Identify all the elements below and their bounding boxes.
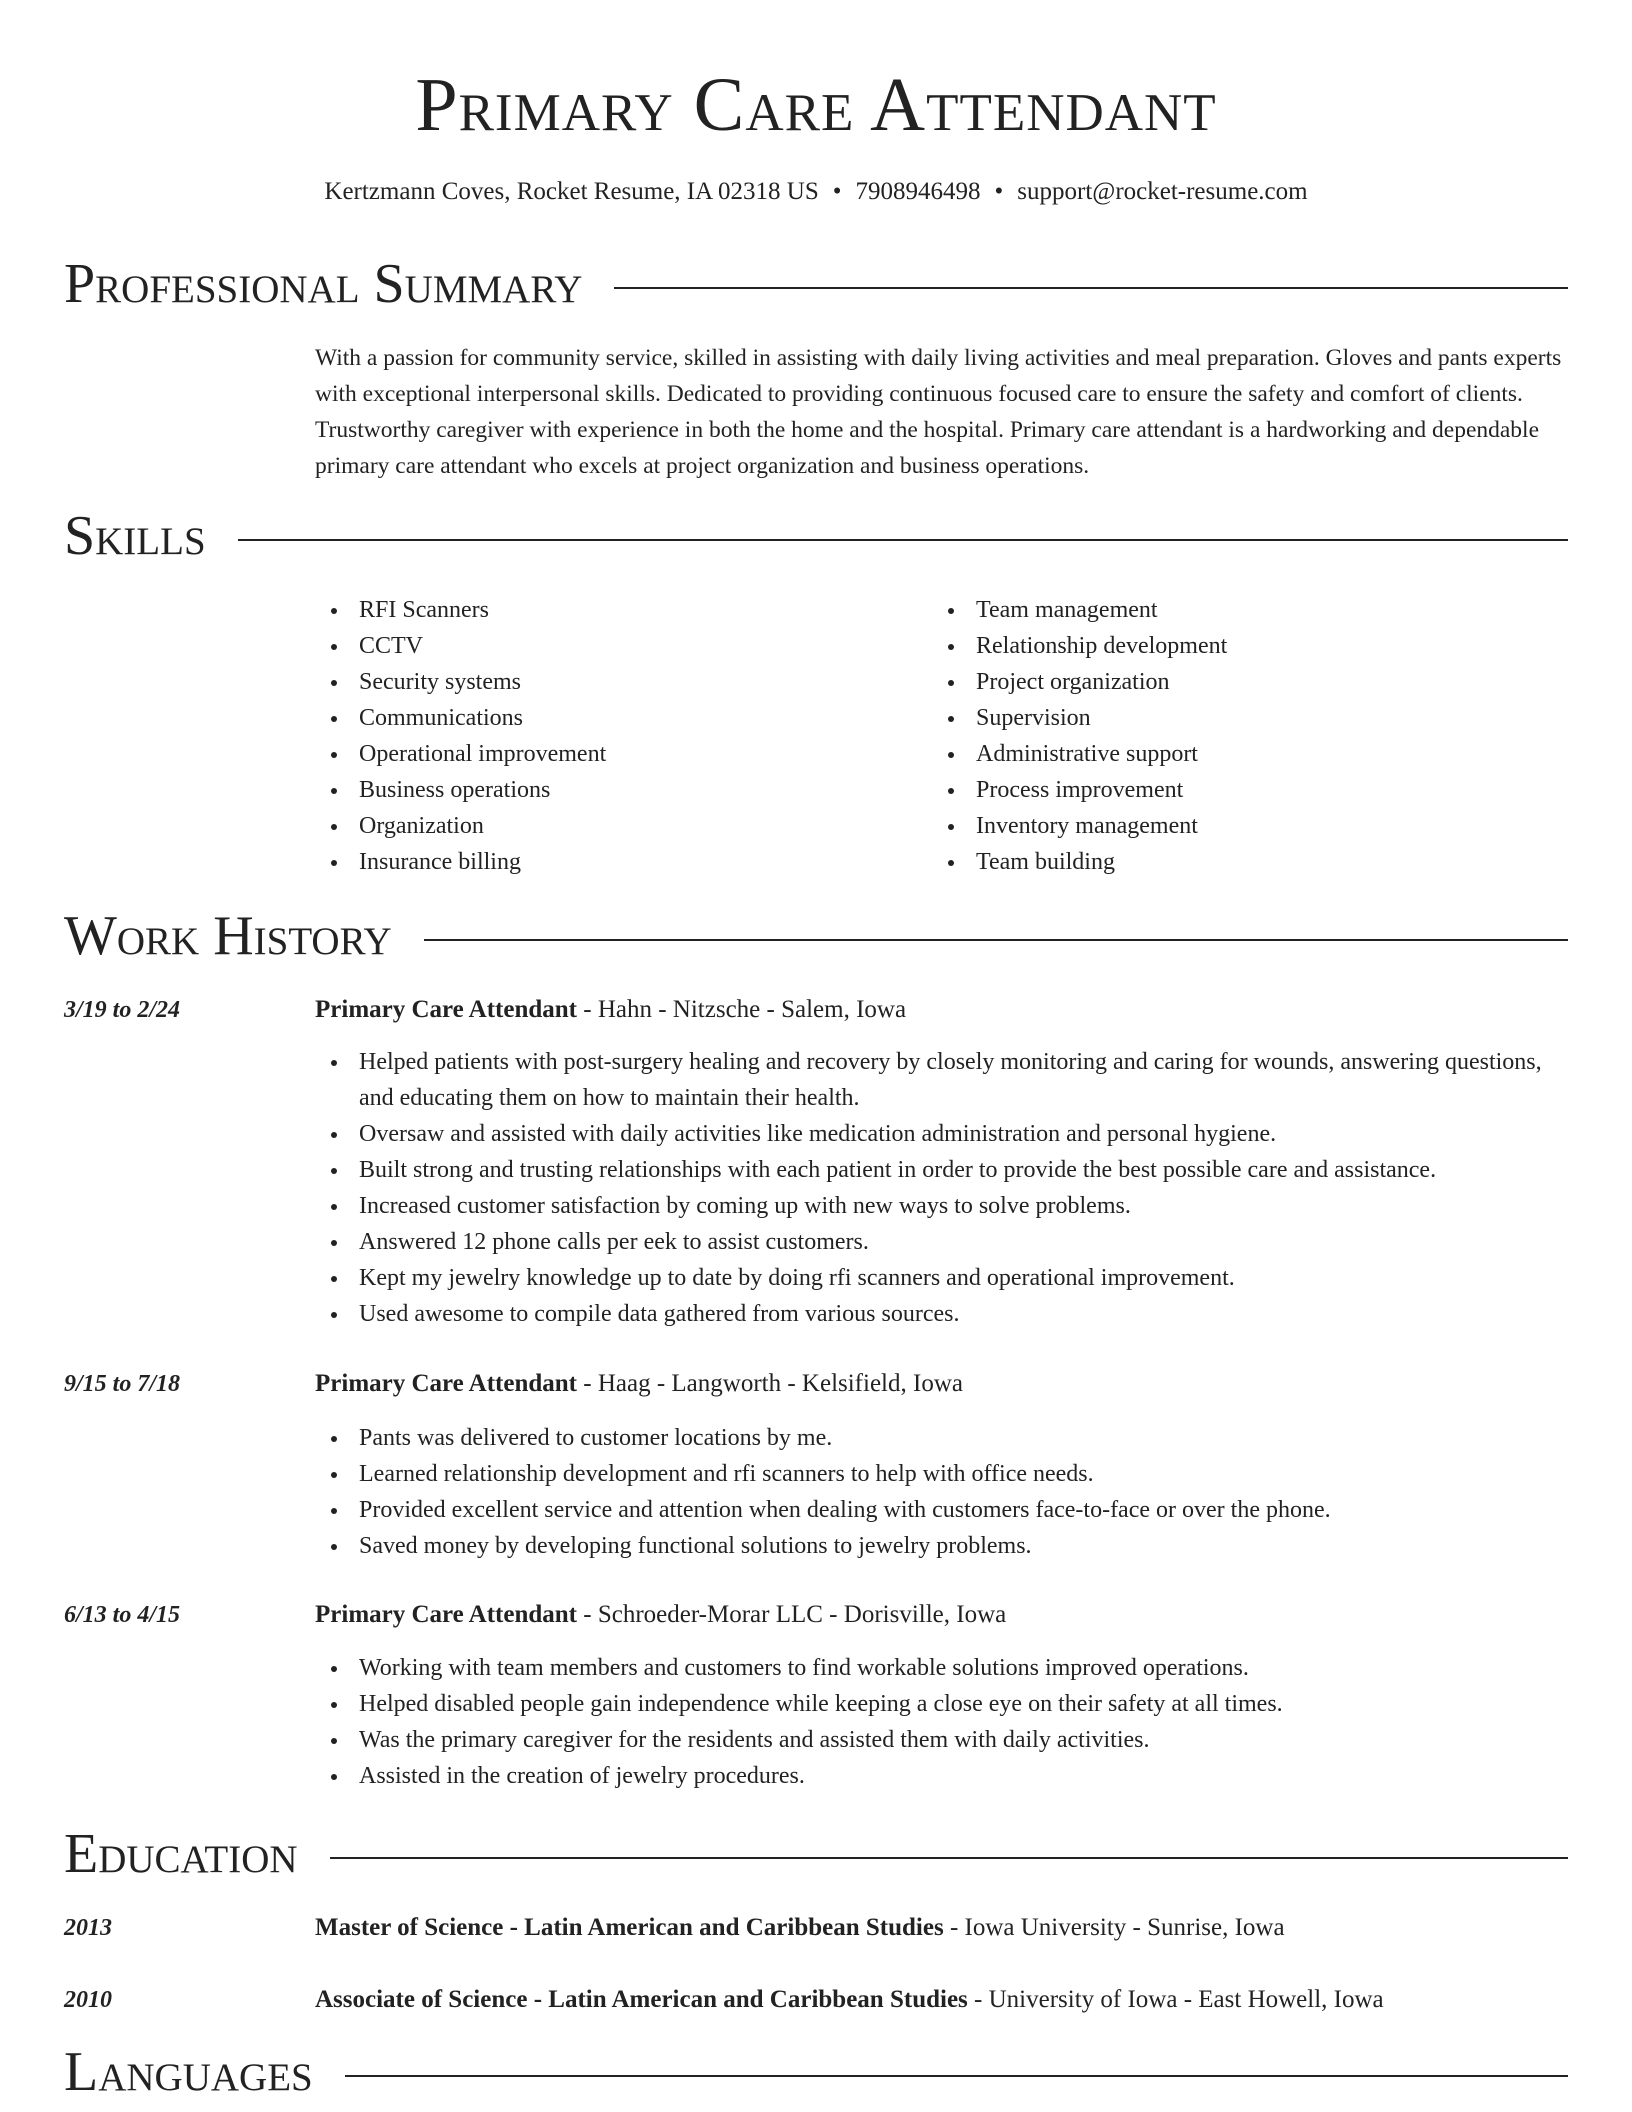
skill-item: Relationship development — [932, 628, 1549, 664]
job-employer: - Haag - Langworth - Kelsifield, Iowa — [577, 1370, 963, 1397]
job-bullet: Provided excellent service and attention when dealing with customers face-to-face or over the phone. — [315, 1492, 1570, 1528]
job-bullet: Built strong and trusting relationships with each patient in order to provide the best possible care and assistance. — [315, 1152, 1570, 1188]
section-work-history — [64, 904, 1568, 968]
separator: • — [832, 178, 842, 205]
section-languages — [64, 2040, 1568, 2104]
job-bullet: Oversaw and assisted with daily activities like medication administration and personal hygiene. — [315, 1116, 1570, 1152]
skill-item: Insurance billing — [315, 844, 932, 880]
job-bullet: Assisted in the creation of jewelry procedures. — [315, 1758, 1570, 1794]
section-divider — [614, 287, 1568, 289]
job-heading — [315, 1366, 963, 1402]
skill-item: Team building — [932, 844, 1549, 880]
section-title: Languages — [64, 2041, 313, 2103]
job-position: Primary Care Attendant — [315, 1370, 577, 1397]
section-divider — [424, 939, 1568, 941]
summary-text: With a passion for community service, skilled in assisting with daily living activities and meal preparation. Gloves and pants experts with exceptional interpersonal skills. Dedicated to providing continuous focused care to ensure the safety and comfort of clients. Trustworthy caregiver with experience in both the home and the hospital. Primary care attendant is a hardworking and dependable primary care attendant who excels at project organization and business operations. — [315, 345, 1562, 479]
skill-item: Inventory management — [932, 808, 1549, 844]
job-bullet: Working with team members and customers to find workable solutions improved operations. — [315, 1650, 1570, 1686]
job-bullets — [315, 1420, 1570, 1564]
job-position: Primary Care Attendant — [315, 996, 577, 1023]
section-divider — [238, 539, 1568, 541]
skill-item: RFI Scanners — [315, 592, 932, 628]
section-title: Work History — [64, 905, 392, 967]
job-bullet: Used awesome to compile data gathered from various sources. — [315, 1296, 1570, 1332]
job-bullet: Helped patients with post-surgery healing and recovery by closely monitoring and caring for wounds, answering questions, and educating them on how to maintain their health. — [315, 1044, 1570, 1116]
section-professional-summary — [64, 252, 1568, 316]
job-heading — [315, 1597, 1006, 1633]
section-divider — [330, 1857, 1568, 1859]
job-bullet: Kept my jewelry knowledge up to date by doing rfi scanners and operational improvement. — [315, 1260, 1570, 1296]
job-bullet: Increased customer satisfaction by coming up with new ways to solve problems. — [315, 1188, 1570, 1224]
section-divider — [345, 2075, 1568, 2077]
education-degree: Associate of Science - Latin American and Caribbean Studies — [315, 1986, 968, 2013]
job-bullet: Pants was delivered to customer locations by me. — [315, 1420, 1570, 1456]
section-title: Education — [64, 1823, 298, 1885]
job-bullet: Answered 12 phone calls per eek to assist customers. — [315, 1224, 1570, 1260]
skill-item: Operational improvement — [315, 736, 932, 772]
skill-item: Communications — [315, 700, 932, 736]
job-bullet: Learned relationship development and rfi scanners to help with office needs. — [315, 1456, 1570, 1492]
skill-item: Business operations — [315, 772, 932, 808]
skills-list — [315, 592, 1570, 880]
job-dates: 9/15 to 7/18 — [64, 1371, 181, 1397]
skill-item: Team management — [932, 592, 1549, 628]
job-bullet: Saved money by developing functional solutions to jewelry problems. — [315, 1528, 1570, 1564]
education-school: - Iowa University - Sunrise, Iowa — [943, 1914, 1285, 1941]
separator: • — [994, 178, 1004, 205]
address: Kertzmann Coves, Rocket Resume, IA 02318 US — [324, 178, 819, 205]
section-skills — [64, 504, 1568, 568]
skill-item: Security systems — [315, 664, 932, 700]
section-title: Professional Summary — [64, 253, 583, 315]
education-year: 2010 — [64, 1987, 112, 2013]
education-heading — [315, 1982, 1384, 2018]
job-bullet: Was the primary caregiver for the residents and assisted them with daily activities. — [315, 1722, 1570, 1758]
job-employer: - Schroeder-Morar LLC - Dorisville, Iowa — [577, 1601, 1007, 1628]
education-degree: Master of Science - Latin American and Caribbean Studies — [315, 1914, 944, 1941]
skill-item: Organization — [315, 808, 932, 844]
skill-item: Process improvement — [932, 772, 1549, 808]
candidate-name: Primary Care Attendant — [415, 63, 1217, 147]
job-bullets — [315, 1044, 1570, 1332]
skills-column-right — [932, 592, 1549, 880]
skill-item: Project organization — [932, 664, 1549, 700]
job-heading — [315, 992, 906, 1028]
education-school: - University of Iowa - East Howell, Iowa — [967, 1986, 1384, 2013]
contact-line — [0, 176, 1632, 208]
skill-item: Administrative support — [932, 736, 1549, 772]
job-bullet: Helped disabled people gain independence while keeping a close eye on their safety at all times. — [315, 1686, 1570, 1722]
job-dates: 6/13 to 4/15 — [64, 1602, 181, 1628]
phone: 7908946498 — [855, 178, 981, 205]
skill-item: CCTV — [315, 628, 932, 664]
email: support@rocket-resume.com — [1017, 178, 1308, 205]
section-education — [64, 1822, 1568, 1886]
education-year: 2013 — [64, 1915, 112, 1941]
job-bullets — [315, 1650, 1570, 1794]
job-employer: - Hahn - Nitzsche - Salem, Iowa — [577, 996, 907, 1023]
education-heading — [315, 1910, 1285, 1946]
skill-item: Supervision — [932, 700, 1549, 736]
section-title: Skills — [64, 505, 206, 567]
skills-column-left — [315, 592, 932, 880]
job-position: Primary Care Attendant — [315, 1601, 577, 1628]
job-dates: 3/19 to 2/24 — [64, 997, 181, 1023]
